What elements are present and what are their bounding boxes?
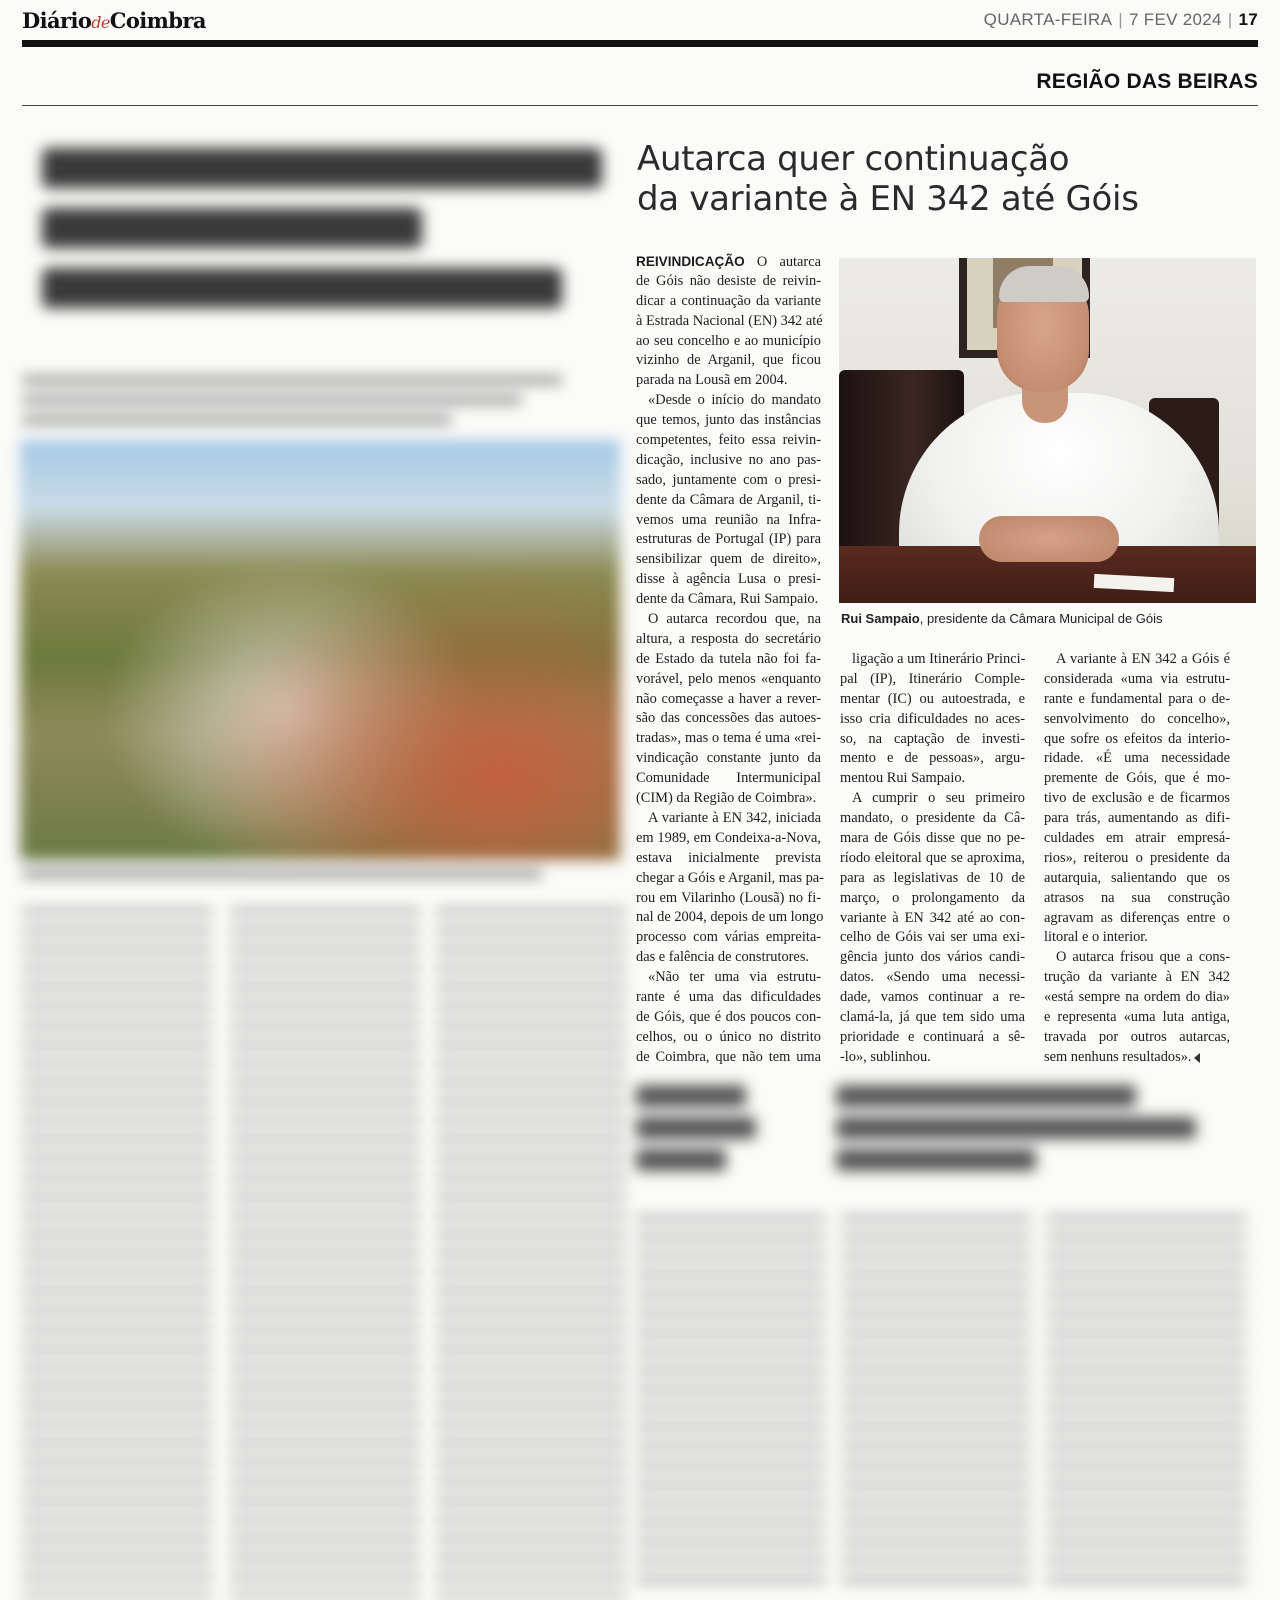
line-text: rou em Vilarinho (Lousã) no fi- <box>636 889 821 906</box>
article-text-line <box>636 590 821 610</box>
article-text-line <box>1044 670 1230 690</box>
line-text: dicação, inclusive no ano pas- <box>636 451 821 468</box>
article-text-line <box>840 769 1025 789</box>
caption-text: , presidente da Câmara Municipal de Góis <box>919 611 1163 626</box>
article-headline <box>637 139 1257 219</box>
article-text-line <box>1044 909 1230 929</box>
newspaper-logo <box>22 8 206 33</box>
article-text-line <box>636 272 821 292</box>
blurred-text-line <box>22 416 452 424</box>
line-text: atrasos na sua construção <box>1044 889 1230 906</box>
article-text-line <box>1044 809 1230 829</box>
article-text-line <box>636 1028 821 1048</box>
blurred-column <box>841 1215 1031 1595</box>
article-text-line <box>636 1048 821 1068</box>
line-text: e representa «uma luta antiga, <box>1044 1009 1230 1026</box>
line-text: chegar a Góis e Arganil, mas pa- <box>636 869 824 886</box>
article-text-line <box>840 730 1025 750</box>
line-text: dente da Câmara, Rui Sampaio. <box>636 591 819 608</box>
blurred-column <box>636 1215 826 1595</box>
article-text-line <box>636 471 821 491</box>
line-text: ríodo eleitoral que se aproxima, <box>840 849 1025 866</box>
line-text: agravam as diferenças entre o <box>1044 909 1230 926</box>
line-text: O autarca frisou que a cons- <box>1056 949 1230 966</box>
line-text: que temos, junto das instâncias <box>636 412 821 429</box>
line-text: «Não ter uma via estrutu- <box>648 969 821 986</box>
line-text: tivo de exclusão e de ficarmos <box>1044 790 1230 807</box>
line-text: de Góis não desiste de reivin- <box>636 272 821 289</box>
line-text: disse à agência Lusa o presi- <box>636 571 821 588</box>
article-text-line <box>840 670 1025 690</box>
line-text: março, o prolongamento da <box>840 889 1025 906</box>
masthead-rule <box>22 40 1258 47</box>
line-text: premente de Góis, que é mo- <box>1044 770 1230 787</box>
article-text-line <box>636 550 821 570</box>
article-text-line <box>636 332 821 352</box>
article-text-line <box>1044 789 1230 809</box>
blurred-text-line <box>22 396 522 404</box>
blurred-headline-line <box>42 148 602 188</box>
line-text: altura, a resposta do secretário <box>636 630 821 647</box>
article-text-line <box>636 749 821 769</box>
blurred-column <box>22 908 212 1598</box>
article-text-line <box>636 292 821 312</box>
blurred-column <box>436 908 626 1598</box>
line-text: estava inicialmente prevista <box>636 849 821 866</box>
blurred-headline-line <box>636 1149 726 1171</box>
dateline-separator: | <box>1118 10 1123 29</box>
date: 7 FEV 2024 <box>1128 10 1222 29</box>
article-column-2 <box>840 650 1025 1068</box>
line-text: Comunidade Intermunicipal <box>636 770 821 787</box>
line-text: clamá-la, já que tem sido uma <box>840 1009 1025 1026</box>
person-hands <box>979 516 1119 562</box>
line-text: O autarca <box>744 254 821 270</box>
line-text: tradas», mas o tema é uma «rei- <box>636 730 821 747</box>
blurred-headline-line <box>836 1085 1136 1107</box>
article-text-line <box>636 312 821 332</box>
article-text-line <box>636 411 821 431</box>
line-text: para trás, aumentando as difi- <box>1044 810 1230 827</box>
article-text-line <box>636 431 821 451</box>
line-text: «está sempre na ordem do dia» <box>1044 989 1230 1006</box>
line-text: rante é uma das dificuldades <box>636 988 821 1005</box>
blurred-text-line <box>22 376 562 384</box>
article-text-line <box>840 849 1025 869</box>
line-text: trução da variante à EN 342 <box>1044 969 1230 986</box>
photo-caption <box>841 611 1163 626</box>
blurred-headline-line <box>836 1117 1196 1139</box>
article-text-line <box>1044 948 1230 968</box>
article-text-line <box>636 988 821 1008</box>
line-text: ligação a um Itinerário Princi- <box>852 651 1026 667</box>
article-text-line <box>1044 1008 1230 1028</box>
article-text-line <box>1044 968 1230 988</box>
line-text: travada por outros autarcas, <box>1044 1028 1230 1045</box>
article-text-line <box>1044 988 1230 1008</box>
article-photo <box>839 258 1256 603</box>
article-text-line <box>840 968 1025 988</box>
article-text-line <box>840 1028 1025 1048</box>
article-text-line <box>636 968 821 988</box>
logo-main: Diário <box>22 8 92 33</box>
line-text: prioridade e continuará a sê- <box>840 1028 1025 1045</box>
article-text-line <box>1044 849 1230 869</box>
line-text: litoral e o interior. <box>1044 929 1148 946</box>
end-of-article-icon <box>1194 1053 1200 1063</box>
blurred-column <box>1046 1215 1246 1595</box>
line-text: dade, vamos continuar a re- <box>840 989 1025 1006</box>
article-text-line <box>636 889 821 909</box>
line-text: ridade. «É uma necessidade <box>1044 750 1230 767</box>
article-text-line <box>636 650 821 670</box>
line-text: vindicação constante junto da <box>636 750 821 767</box>
caption-name: Rui Sampaio <box>841 611 920 626</box>
line-text: pal (IP), Itinerário Comple- <box>840 670 1025 687</box>
line-text: mentar (IC) ou autoestrada, e <box>840 690 1025 707</box>
article-text-line <box>636 809 821 829</box>
page-number: 17 <box>1238 10 1258 29</box>
line-text: isso cria dificuldades no aces- <box>840 710 1025 727</box>
article-text-line <box>1044 829 1230 849</box>
article-text-line <box>636 709 821 729</box>
article-text-line <box>636 570 821 590</box>
line-text: dente da Câmara de Arganil, ti- <box>636 491 821 508</box>
article-text-line <box>1044 769 1230 789</box>
dateline <box>984 10 1258 30</box>
article-text-line <box>840 1048 1025 1068</box>
article-text-line <box>636 371 821 391</box>
line-text: mentou Rui Sampaio. <box>840 770 966 787</box>
line-text: sem nenhuns resultados». <box>1044 1048 1192 1065</box>
blurred-headline-line <box>42 208 422 248</box>
line-text: considerada «uma via estrutu- <box>1044 670 1230 687</box>
article-text-line <box>636 928 821 948</box>
line-text: autarquia, salientando que os <box>1044 869 1230 886</box>
line-text: de Góis, que é dos poucos con- <box>636 1008 821 1025</box>
line-text: A variante à EN 342 a Góis é <box>1056 651 1230 667</box>
person-hair <box>999 266 1089 302</box>
article-text-line <box>1044 690 1230 710</box>
article-text-line <box>1044 928 1230 948</box>
article-text-line <box>840 749 1025 769</box>
article-text-line <box>1044 749 1230 769</box>
article-text-line <box>1044 650 1230 670</box>
line-text: em 1989, em Condeixa-a-Nova, <box>636 829 821 846</box>
article-text-line <box>840 809 1025 829</box>
logo-de: de <box>91 13 110 32</box>
line-text: «Desde o início do mandato <box>648 392 821 409</box>
kicker: REIVINDICAÇÃO <box>636 254 745 269</box>
line-text: celho de Góis vai ser uma exi- <box>840 929 1025 946</box>
line-text: A variante à EN 342, iniciada <box>648 809 821 826</box>
article-text-line <box>636 351 821 371</box>
line-text: processo com várias empreita- <box>636 929 821 946</box>
blurred-neighbour-article-bottom <box>636 1065 1256 1600</box>
line-text: ao seu concelho e ao município <box>636 332 821 349</box>
article-text-line <box>636 948 821 968</box>
line-text: competentes, feito essa reivin- <box>636 432 821 449</box>
article-text-line <box>1044 1048 1230 1068</box>
line-text: sensibilizar quem de direito», <box>636 551 821 568</box>
line-text: mandato, o presidente da Câ- <box>840 810 1025 827</box>
line-text: à Estrada Nacional (EN) 342 até <box>636 312 823 329</box>
article-column-3 <box>1044 650 1230 1068</box>
line-text: celhos, ou o único no distrito <box>636 1028 821 1045</box>
logo-city: Coimbra <box>109 8 206 33</box>
article-text-line <box>636 670 821 690</box>
line-text: mento e de pessoas», argu- <box>840 750 1025 767</box>
section-title: REGIÃO DAS BEIRAS <box>1036 70 1258 93</box>
blurred-photo <box>20 440 620 860</box>
headline-line: Autarca quer continuação <box>637 139 1070 179</box>
article-text-line <box>840 869 1025 889</box>
line-text: sado, juntamente com o presi- <box>636 471 821 488</box>
blurred-headline-line <box>42 268 562 308</box>
line-text: nal de 2004, depois de um longo <box>636 909 824 926</box>
blurred-caption-line <box>22 870 542 878</box>
line-text: gência junto dos vários candi- <box>840 949 1025 966</box>
article-text-line <box>636 530 821 550</box>
article-text-line <box>636 391 821 411</box>
article-text-line <box>840 889 1025 909</box>
line-text: que sofre os efeitos da interio- <box>1044 730 1230 747</box>
line-text: rios», reiterou o presidente da <box>1044 849 1230 866</box>
article-text-line <box>840 988 1025 1008</box>
line-text: vizinho de Arganil, que ficou <box>636 352 821 369</box>
article-column-1 <box>636 252 824 1068</box>
blurred-headline-line <box>636 1085 746 1107</box>
blurred-headline-line <box>636 1117 756 1139</box>
article-text-line <box>636 869 824 889</box>
line-text: vemos uma reunião na Infra- <box>636 511 821 528</box>
article-text-line <box>840 710 1025 730</box>
article-text-line <box>1044 710 1230 730</box>
article-text-line <box>636 630 821 650</box>
article-text-line <box>636 729 821 749</box>
line-text: de Estado da tutela não foi fa- <box>636 650 821 667</box>
line-text: variante à EN 342 até ao con- <box>840 909 1025 926</box>
dateline-separator: | <box>1227 10 1233 29</box>
line-text: parada na Lousã em 2004. <box>636 372 788 389</box>
article-text-line <box>840 948 1025 968</box>
article-text-line <box>636 829 821 849</box>
article-text-line <box>1044 730 1230 750</box>
line-text: mara de Góis disse que no pe- <box>840 830 1025 847</box>
line-text: rante e fundamental para o de- <box>1044 690 1230 707</box>
article-text-line <box>636 849 821 869</box>
article-text-line <box>840 829 1025 849</box>
blurred-column <box>230 908 420 1598</box>
line-text: datos. «Sendo uma necessi- <box>840 969 1025 986</box>
line-text: (CIM) da Região de Coimbra». <box>636 790 817 807</box>
article-text-line <box>636 769 821 789</box>
line-text: so, na captação de investi- <box>840 730 1025 747</box>
article-text-line <box>840 650 1025 670</box>
article-text-line <box>1044 869 1230 889</box>
line-text: culdades em atrair empresá- <box>1044 830 1230 847</box>
article-text-line <box>840 928 1025 948</box>
article-text-line <box>636 252 821 272</box>
article-text-line <box>840 1008 1025 1028</box>
headline-line: da variante à EN 342 até Góis <box>637 179 1139 219</box>
article-text-line <box>840 789 1025 809</box>
line-text: dicar a continuação da variante <box>636 292 821 309</box>
section-rule <box>22 105 1258 106</box>
article-text-line <box>840 690 1025 710</box>
line-text: não começasse a haver a rever- <box>636 690 821 707</box>
blurred-neighbour-article <box>16 118 628 1600</box>
line-text: vorável, pelo menos «enquanto <box>636 670 821 687</box>
article-text-line <box>636 491 821 511</box>
article-text-line <box>636 451 821 471</box>
line-text: A cumprir o seu primeiro <box>852 790 1025 807</box>
weekday: QUARTA-FEIRA <box>983 10 1113 29</box>
article-text-line <box>636 610 821 630</box>
line-text: das e falência de construtores. <box>636 949 810 966</box>
line-text: estruturas de Portugal (IP) para <box>636 531 821 548</box>
article-text-line <box>840 909 1025 929</box>
article-text-line <box>1044 889 1230 909</box>
line-text: -lo», sublinhou. <box>840 1048 931 1065</box>
article-text-line <box>636 1008 821 1028</box>
line-text: senvolvimento do concelho», <box>1044 710 1230 727</box>
article-text-line <box>636 789 821 809</box>
line-text: O autarca recordou que, na <box>648 611 821 628</box>
line-text: são das concessões das autoes- <box>636 710 821 727</box>
line-text: para as legislativas de 10 de <box>840 869 1025 886</box>
line-text: de Coimbra, que não tem uma <box>636 1048 821 1065</box>
blurred-headline-line <box>836 1149 1036 1171</box>
article-text-line <box>636 908 824 928</box>
article-text-line <box>636 690 821 710</box>
article-text-line <box>636 511 821 531</box>
article-text-line <box>1044 1028 1230 1048</box>
